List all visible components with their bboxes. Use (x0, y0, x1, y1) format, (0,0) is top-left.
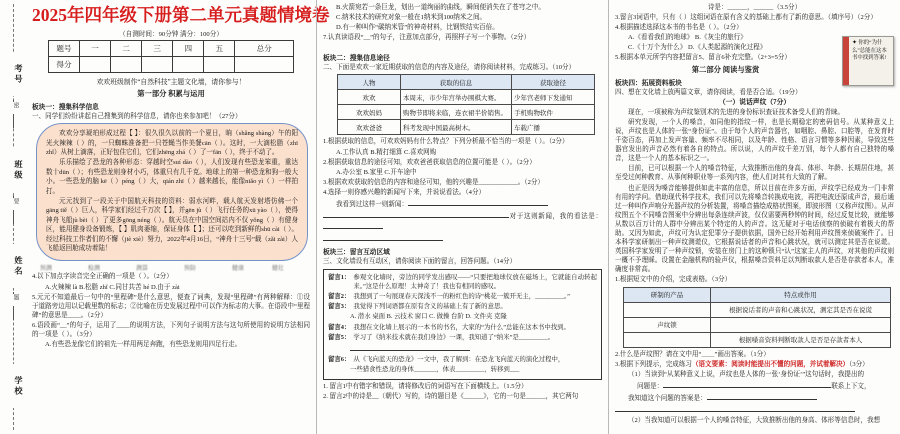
section2-question-1-options: A.工作认真 B.精打细算 C.喜欢网购 (336, 148, 437, 156)
product-table-th-feature: 特点或作用 (711, 287, 891, 302)
section2-question-4-line1 (323, 198, 602, 209)
table-row (624, 302, 891, 317)
score-col-3: 三 (142, 41, 173, 57)
q3-prefix: 3.根据下列提示，完成练习 (615, 360, 692, 368)
three-column-layout (26, 0, 900, 434)
board-four-heading: 板块四：拓展资料板块 (615, 79, 682, 87)
smudge-word-3: 测算 (136, 266, 149, 273)
part-two-heading: 第二部分 阅读与鉴赏 (691, 64, 760, 74)
passage-question-3-part1: （1）当读到“从某种意义上说，声纹也是人体的一张‘身份证’”这句话时，我提出的 (628, 370, 865, 378)
q4-blank-1[interactable] (408, 198, 548, 206)
passage-question-3-part2: （2）当我知道可以根据一个人的嗓音特征，大致推断出他的身高、体形等信息时，我想 (628, 417, 881, 425)
info-row2-channel: 手机购物软件 (512, 105, 595, 120)
intro-line: 欢欢班级制作“自然科技”主题文化墙，请你参与！ (96, 79, 246, 86)
score-col-4: 四 (173, 41, 204, 57)
message-1-tag: 留言1： (328, 273, 351, 281)
passage-question-1: 1.根据短文中的介绍，完成表格。（3分） (615, 276, 732, 284)
score-cell-3[interactable] (142, 57, 173, 73)
passage-question-3-part1-blank (615, 380, 894, 391)
callout-para-1: 欢欢分享琥珀形成过程【 】：很久很久以前的一个夏日，晌（shǎng shàng）午的阳光火辣辣（ ）的，一只蜘蛛准备把一只苍蝇当作美餐cān（ ）。这时，一大滴松脂（zhī zhǐ）从树上滴落，正好包住它们，它们zhēng zhá（ ）了一fān（ ），终于不动了。 (46, 130, 298, 156)
score-cell-5[interactable] (204, 57, 235, 73)
message-3-tag: 留言3： (328, 303, 351, 311)
message-2-body: 我想到了一句展现春天深浅不一的粉红色的诗“桃花一簇开无主，_________。” (353, 292, 570, 300)
board-two-heading: 板块二：搜集信息途径 (323, 55, 390, 63)
info-table-th-info: 获取的信息 (401, 75, 512, 90)
message-3-options: A. 潜水 桌面 B. 云技术 窗口 C. 做操 台阶 D. 文件夹 克隆 (350, 313, 507, 321)
message-2-tag: 留言2： (328, 292, 351, 300)
passage-para-4: 也正是因为嗓音能够提供如此丰富的信息，所以目前在许多方面，声纹学已经成为一门非常有用的学问。借助现代科学技术，我们可以先将嗓音转换成电波，再把电波还原成声音，最后通过一种叫作声响分光器声纹的分析装置，将嗓音描绘成格状图案，即波形图（又称声纹图）。从声纹图五个不同嗓音图案中分辨出每条连续声波，仅仅需要两秒钟的时间，经过反复比较，就能够从数以百万计的人群中分辨出某个特定的人的声音。这无疑对于电话侦察的侦破有着极大的帮助。又因为如此，声纹可为认定犯罪分子提供依据，国外已经开始利用声纹图来侦破案件了。日本科学家研制出一种声纹测谎仪，它根据说话者的声音和心跳状况，就可以测定其是否在说谎。英国科学家发明了一种声纹锁，安装在房门上的这种锁只“认”这家主人的声纹，对其他的声纹则一概不予理睬。设置在金融机构的验声仪，根据嗓音资料足以判断取款人是否是存款者本人，准确度非常高。 (615, 184, 894, 274)
q3-1-answer-blank[interactable] (707, 392, 817, 400)
message-5-tag: 留言5： (328, 333, 351, 341)
passage-question-3 (615, 360, 894, 369)
question-6: 6.语段画“__”的句子，运用了____的说明方法，下列句子说明方法与这句所使用的说明方法相同的一项是（ ）。（3分） (32, 321, 310, 339)
question-4: 4.以下加点字读音完全正确的一项是（ ）。（2分） (32, 273, 173, 281)
score-table-label-defen: 得分 (49, 57, 80, 73)
margin-seal-char-1: 密 (6, 102, 20, 114)
q3-1-tail: 联系上下文， (831, 382, 871, 390)
score-col-total: 总分 (235, 41, 294, 57)
passage-question-2: 2.什么是声纹图？请在文中用“＿＿”画出答案。（1分） (615, 350, 770, 358)
info-source-table (337, 74, 595, 135)
board-one-heading: 板块一：搜集科学信息 (32, 104, 99, 112)
star-icon: ✦ (852, 40, 858, 46)
list-item (328, 365, 597, 374)
question-6-option-c: C.纳米技术的研究对象一般在1纳米到100纳米之间。 (336, 14, 487, 22)
margin-field-kaohao: 考号 (2, 52, 24, 96)
message-5-body: 学习了《纳米技术就在我们身边》一课，我知道了“纳米”是_________。 (353, 333, 554, 341)
section3-question-5: 5.根据本单元所学内容把留言5、留言6补充完整。（2+3=5分） (615, 54, 791, 62)
section4-prompt: 四、想在文化墙上放两篇文章，请你阅读，看是否合适。（19分） (615, 88, 802, 96)
part-one-heading: 第一部分 积累与运用 (137, 89, 205, 99)
list-item (328, 273, 597, 291)
q4-blank-3[interactable] (323, 221, 383, 229)
score-table (48, 40, 294, 73)
message-5-blank-line[interactable] (350, 343, 597, 354)
product-row2-name: 声纹锁 (624, 317, 711, 332)
passage-question-3-answer-line (615, 392, 894, 403)
info-row1-channel: 少年宫老师下发通知 (512, 90, 595, 105)
message-1-body: 参观文化墙时，旁边的同学发出感叹——“只要把地球仪放在磁场上，它就能自动转起来。”这是什么原理！太神奇了！我也有相同的感叹。 (353, 273, 597, 290)
book-cover-graphic (842, 36, 894, 86)
q4-blank-4[interactable] (323, 233, 443, 241)
section2-question-4-line3 (323, 233, 602, 244)
page-title (32, 5, 330, 27)
poem-continuation-line: 诗是：______，______（3.5分） (707, 4, 802, 11)
section1-prompt: 一、同学们纷纷讲起自己搜集到的科学信息，请你也来参加吧！（27分） (32, 113, 242, 121)
product-feature-table (623, 287, 891, 348)
product-table-th-product: 研制的产品 (624, 287, 711, 302)
product-table-header-row (624, 287, 891, 302)
q3-1-blank[interactable] (663, 380, 831, 388)
list-item (328, 292, 597, 301)
message-question-2: 2. 留言2中的诗是__（朝代）写的，诗的题目是《______》，它的一句是______，其它两句 (323, 392, 579, 400)
message-6-body: 从《飞向蓝天的恐龙》一文中，我了解到：在恐龙飞向蓝天的演化过程中， (353, 356, 565, 364)
margin-field-banji: 班级 (2, 148, 24, 192)
table-row (338, 120, 595, 135)
question-6-option-b: B.火箭宛若一条巨龙，划出一道绚丽的曲线，瞬间便消失在了苍穹之中。 (336, 4, 545, 11)
q3-red-note: （语文要素：阅读时能提出不懂的问题，并试着解决） (691, 360, 850, 368)
info-row2-info: 购物节即将来临，连衣裙半价销售。 (401, 105, 512, 120)
score-col-1: 一 (80, 41, 111, 57)
message-3-body: 我觉得下列词语都在原有含义的基础上有了新的意思。 (353, 303, 507, 311)
answer-rule-q7[interactable] (323, 43, 602, 50)
score-table-label-tihao: 题号 (49, 41, 80, 57)
binding-margin (0, 0, 26, 434)
message-6-tag: 留言6： (328, 356, 351, 364)
product-row2-feature[interactable] (711, 317, 891, 332)
section3-question-4-options-ab: A.《看看我们的地球》 B.《灰尘的旅行》 (628, 34, 747, 42)
list-item (328, 323, 597, 332)
message-board-box (323, 269, 602, 380)
passage-para-3: 目前，已可以根据一个人的嗓音特征，大致推断出他的身高、体形、年龄、长期居住地，甚至受过何种教育、从事何种职业等一系列内容，使人们对其有大致的了解。 (615, 165, 894, 182)
product-row1-feature: 根据说话者的声音和心跳状况，测定其是否在说谎 (711, 302, 891, 317)
page-subtitle: （自测时间：90分钟 满分：100分） (119, 31, 223, 38)
score-cell-1[interactable] (80, 57, 111, 73)
section2-prompt: 二、下面是欢欢一家近期获取的信息的内容及途径，请你阅读材料，完成练习。（10分） (323, 64, 576, 72)
board-three-heading: 板块三：留言互动区域 (323, 249, 390, 257)
info-row3-channel: 车载广播 (512, 120, 595, 135)
section2-question-3: 3.根据欢欢获取的信息的内容和途径可知，他的兴趣是____________。（2分） (323, 178, 544, 186)
margin-seal-char-3: 题 (6, 294, 20, 306)
section3-question-4-options-cd: C.《十万个为什么》 D.《人类起源的演化过程》 (628, 44, 767, 52)
table-row (338, 105, 595, 120)
q3-1-answer-blank-2[interactable] (615, 404, 855, 412)
callout-para-2: 乐乐描绘了恐龙的各种形态：穿越时空suí dào（ ），人们发现有些恐龙笨重，重达数十dūn（ ）；有些恐龙则身材小巧，体重只有几千克。地球上的第一种恐龙和狗一般大小。一些恐龙的脑 kē（ ）péng（ ）大，qián zhī（ ）越来越长，能像niǎo yì（ ）一样拍打。 (46, 159, 298, 195)
info-row3-person: 欢欢爸爸 (338, 120, 401, 135)
column-middle (316, 0, 608, 434)
list-item (328, 302, 597, 311)
product-row3-name[interactable] (624, 332, 711, 347)
score-cell-total[interactable] (235, 57, 294, 73)
passage-question-3-answer-rule[interactable] (615, 404, 894, 415)
smudge-word-4: 预防 (184, 266, 197, 273)
message-6-continued: 一些猎食性恐龙的身体_______，体表_________，转移到___ (350, 366, 520, 374)
column-left (26, 0, 330, 434)
product-row3-feature: 根据嗓音资料判断取款人是否是存款者本人 (711, 332, 891, 347)
info-row3-info: 科考发现中国最高树木。 (401, 120, 512, 135)
info-table-header-row (338, 75, 595, 90)
smudge-word-1: 预测 (40, 266, 53, 273)
q4-blank-2[interactable] (323, 210, 509, 218)
section2-question-1: 1.根据获取的信息，可欢欢妈妈有什么特点？下列分析最不恰当的一项是（ ）。（2分） (323, 138, 569, 146)
score-cell-4[interactable] (173, 57, 204, 73)
product-row1-name[interactable] (624, 302, 711, 317)
message-4-tag: 留言4： (328, 323, 351, 331)
page-title-year: 2025 (32, 5, 67, 25)
passage-para-2: 研究发现，一个人的嗓音，如同他的指纹一样，也是长期稳定的密码信号。从某种意义上说，声纹也是人体的一张“身份证”。由于每个人的声音器官，如咽腔、鼻腔、口腔等，在发育时千姿百态，再加上发声容量、频率不尽相同，以及年龄、性格、语言习惯等多种因素，导致这些器官发出的声音必然有着各自的特点。所以说，人的声纹千差万别，每个人都有自己独特的嗓音，这是一个人的基本标识之一。 (615, 118, 894, 163)
question-4-options: A.火辣辣 là B.松脂 zhǐ C.同甘共苦 hé D.由于 zài (45, 283, 180, 291)
overlap-smudge-strip (32, 263, 310, 272)
list-item (328, 312, 597, 321)
info-row1-person: 欢欢 (338, 90, 401, 105)
score-cell-2[interactable] (111, 57, 142, 73)
smudge-word-5: 健康 (232, 266, 245, 273)
info-table-th-person: 人物 (338, 75, 401, 90)
section2-question-2-options: A.办公室 B.家里 C.开车途中 (336, 168, 417, 176)
score-col-2: 二 (111, 41, 142, 57)
score-table-row-defen (49, 57, 294, 73)
margin-field-xingming: 姓名 (2, 244, 24, 288)
section3-prompt: 三、文化墙设有互动区，请你阅读下面的留言，回答问题。（14分） (323, 258, 517, 266)
score-table-row-header (49, 41, 294, 57)
q3-1-label: 问题是： (637, 382, 664, 390)
smudge-word-2: 检测 (88, 266, 101, 273)
list-item (328, 355, 597, 364)
page-title-text: 年四年级下册第二单元真题情境卷 (67, 6, 330, 26)
section2-question-4-line2 (323, 210, 602, 232)
margin-field-xuexiao: 学校 (2, 364, 24, 408)
question-7: 7.认真读语段“__”的句子，注意加点部分，再照样子写一个事物。（2分） (323, 34, 531, 42)
question-6-option-a: A.有些恐龙像它们的祖先一样用两足奔跑，有些恐龙则用四足行走。 (45, 341, 242, 349)
table-row (624, 317, 891, 332)
score-col-5: 五 (204, 41, 235, 57)
list-item (328, 343, 597, 354)
q4-line1-label: 我看到过这样一则新闻： (336, 201, 409, 209)
table-row (338, 90, 595, 105)
callout-para-3: 元元找到了一段关于中国航天科技的资料：弱水河畔，载人航天发射塔仿佛一个gāng tiě（ ）巨人，科学家们经过千万次【 】，并gēn jù（ ）飞行任务的xū yào（ ），使得神舟飞船jù bèi（ ）了更多gōng néng（ ）。航天员在中国空间站内不仅 yǒng（ ）有健身区，能用健身设备锻炼，【 】肌肉萎缩，保证身体【 】；还可以吃到新鲜的shū cài（ ）。经过科技工作者们的不懈（jiè xiè）努力，2022年4月16日，“神舟十三号”载（zǎi zài）人飞船返回舱成功着陆！ (46, 198, 298, 253)
passage-para-1: 现在，一项被称为声纹鉴别术的先进的身份标识查证技术备受人们的青睐。 (628, 108, 845, 116)
book-caption: 你的“为什么”总能在这本书中找到答案! (852, 40, 887, 62)
q4-line2-label: 对于这则新闻，我的看法是： (509, 213, 602, 221)
question-6-option-d: D.有一种叫作“碳纳米管”的神奇材料，比钢铁结实百倍。 (336, 24, 499, 32)
message-question-1: 1. 留言1中有错字和错误，请将修改后的词语写在下面横线上。（1.5分） (323, 382, 528, 390)
q3-suffix: （3分） (849, 360, 869, 368)
smudge-word-6: 健壮 (272, 266, 285, 273)
passage-title: （一）说话声纹（7分） (718, 98, 791, 106)
info-row1-info: 本周末，市少年宫举办围棋大赛。 (401, 90, 512, 105)
section3-question-4: 4.根据描述选择这本书的书名是（ ）。（2分） (615, 24, 743, 32)
section2-question-2: 2.根据获取信息的途径可知，欢欢爸爸获取信息的位置可能是（ ）。（2分） (323, 158, 536, 166)
orange-callout-box (36, 123, 308, 261)
table-row (624, 332, 891, 347)
q3-1-answer-label: 我知道这个问题的答案是： (628, 394, 707, 402)
section3-question-3: 3.留言3词语中，只有（ ）这组词语在原有含义的基础上都有了新的意思。（填序号）（2分） (615, 14, 877, 22)
book-illustration (842, 36, 894, 86)
question-5: 5.元元不知道最后一句中的“里程碑”是什么意思，便查了词典，发现“里程碑”有两种解释：①设于道路旁边用以记载里数的标志；②比喻在历史发展过程中可以作为标志的大事。在语段中“里程碑”的意思是____。（2分） (32, 293, 310, 319)
message-4-body: 我想在文化墙上展示的一本书的书名，大家的“为什么”总能在这本书中找到。 (353, 323, 570, 331)
list-item (328, 333, 597, 342)
info-row2-person: 欢欢妈妈 (338, 105, 401, 120)
column-right (608, 0, 900, 434)
margin-seal-char-2: 要 (6, 198, 20, 210)
info-table-th-channel: 获取途径 (512, 75, 595, 90)
section2-question-4: 4.选择一则你感兴趣的新闻写下来，并说说看法。（4分） (323, 188, 486, 196)
